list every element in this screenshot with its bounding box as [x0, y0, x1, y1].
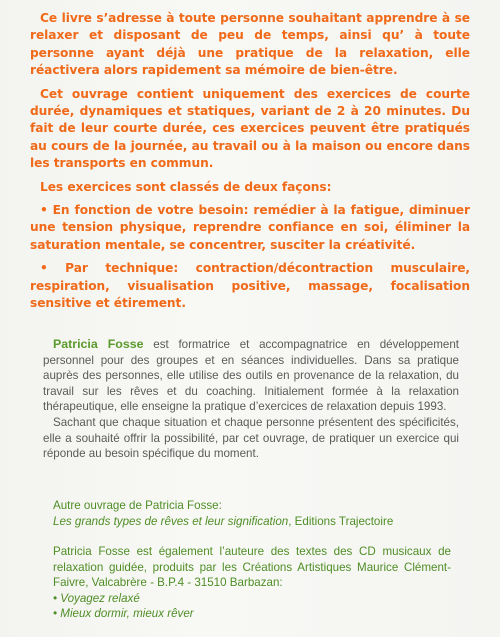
- book-title: Les grands types de rêves et leur signification: [53, 514, 289, 528]
- cd-list: [53, 591, 453, 622]
- intro-block: [30, 10, 470, 313]
- author-name: Patricia Fosse: [53, 337, 144, 351]
- other-works: [53, 498, 453, 529]
- bio-paragraph-1: [43, 337, 459, 415]
- author-bio: [43, 337, 459, 462]
- other-works-book: [53, 514, 453, 530]
- intro-paragraph-2: Cet ouvrage contient uniquement des exercices de courte durée, dynamiques et statiques, variant de 2 à 20 minutes. Du fait de leur courte durée, ces exercices peuvent être pratiqués au cours de la journée, au travail ou à la maison ou encore dans les transports en commun.: [30, 86, 470, 171]
- cd-item-mieux-dormir: • Mieux dormir, mieux rêver: [53, 607, 194, 621]
- other-works-heading: Autre ouvrage de Patricia Fosse:: [53, 499, 222, 512]
- intro-paragraph-1: Ce livre s’adresse à toute personne souhaitant apprendre à se relaxer et disposant de peu de temps, ainsi qu’ à toute personne ayant déjà une pratique de la relaxation, elle réactivera alors rapidement sa mémoire de bien-être.: [30, 11, 470, 78]
- intro-bullet-technique: • Par technique: contraction/décontraction musculaire, respiration, visualisation positive, massage, focalisation sensitive et étirement.: [30, 261, 470, 311]
- cd-item-voyagez: • Voyagez relaxé: [53, 591, 140, 605]
- cd-description: Patricia Fosse est également l’auteure des textes des CD musicaux de relaxation guidée, produits par les Créations Artistiques Maurice Clément-Faivre, Valcabrère - B.P.4 - 31510 Barbazan:: [53, 545, 451, 590]
- intro-paragraph-3: Les exercices sont classés de deux façons:: [40, 179, 332, 194]
- book-publisher: , Editions Trajectoire: [288, 514, 394, 528]
- bio-paragraph-1-text: est formatrice et accompagnatrice en développement personnel pour des groupes et en séances individuelles. Dans sa pratique auprès des personnes, elle utilise des outils en provenance de la relaxation, du travail sur les rêves et du coaching. Initialement formée à la relaxation thérapeutique, elle enseigne la pratique d’exercices de relaxation depuis 1993.: [43, 338, 459, 414]
- bio-paragraph-2: Sachant que chaque situation et chaque personne présentent des spécificités, elle a souhaité offrir la possibilité, par cet ouvrage, de pratiquer un exercice qui réponde au besoin spécifique du moment.: [43, 415, 459, 461]
- intro-bullet-need: • En fonction de votre besoin: remédier à la fatigue, diminuer une tension physique, reprendre confiance en soi, éliminer la saturation mentale, se concentrer, susciter la créativité.: [30, 203, 470, 252]
- cd-works: [53, 544, 453, 622]
